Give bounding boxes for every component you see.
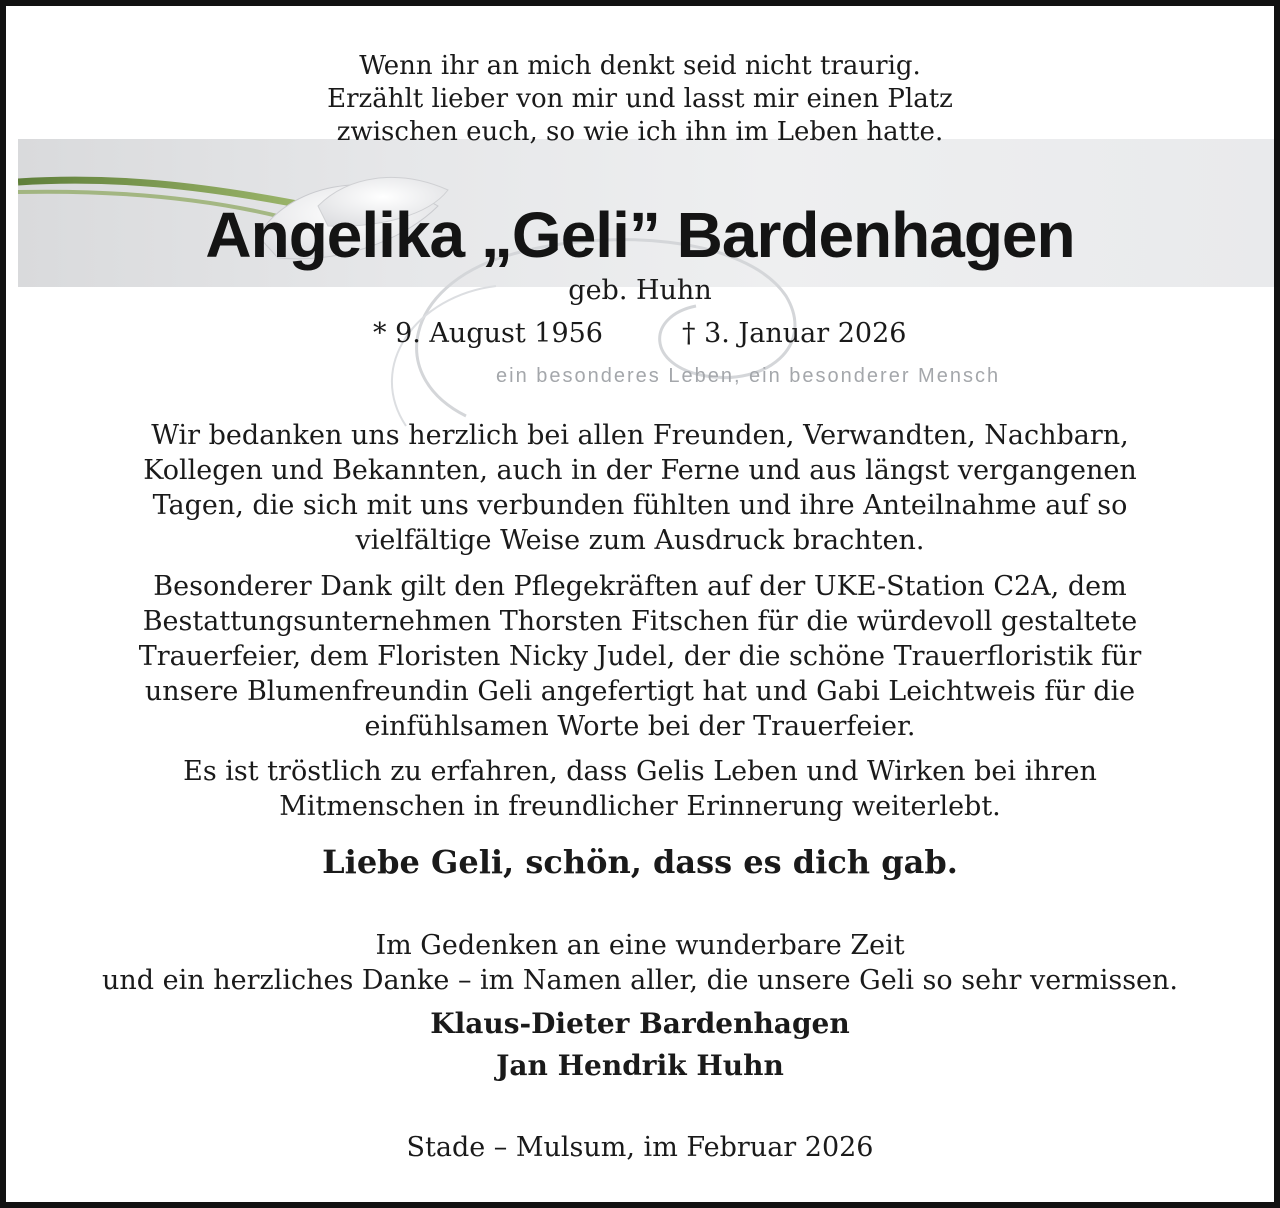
paragraph-line: Trauerfeier, dem Floristen Nicky Judel, der die schöne Trauerfloristik für bbox=[138, 641, 1142, 672]
remembrance-line: und ein herzliches Danke – im Namen aller, die unsere Geli so sehr vermissen. bbox=[101, 965, 1179, 996]
place-and-date: Stade – Mulsum, im Februar 2026 bbox=[406, 1132, 874, 1163]
paragraph-line: vielfältige Weise zum Ausdruck brachten. bbox=[355, 525, 925, 556]
remembrance-text bbox=[6, 928, 1274, 998]
paragraph-line: Kollegen und Bekannten, auch in der Ferne und aus längst vergangenen bbox=[143, 455, 1137, 486]
motto-line: ein besonderes Leben, ein besonderer Mensch bbox=[496, 365, 1001, 387]
remembrance-line: Im Gedenken an eine wunderbare Zeit bbox=[375, 930, 905, 961]
birth-date: * 9. August 1956 bbox=[373, 318, 603, 349]
signer-name: Klaus-Dieter Bardenhagen bbox=[430, 1007, 850, 1040]
signer-name: Jan Hendrik Huhn bbox=[496, 1049, 784, 1082]
poem-line: zwischen euch, so wie ich ihn im Leben hatte. bbox=[336, 117, 944, 147]
special-thanks-paragraph bbox=[6, 569, 1274, 744]
paragraph-line: Tagen, die sich mit uns verbunden fühlten und ihre Anteilnahme auf so bbox=[152, 490, 1128, 521]
paragraph-line: Es ist tröstlich zu erfahren, dass Gelis Leben und Wirken bei ihren bbox=[183, 756, 1097, 787]
paragraph-line: Wir bedanken uns herzlich bei allen Freunden, Verwandten, Nachbarn, bbox=[151, 420, 1129, 451]
birth-name: geb. Huhn bbox=[568, 275, 712, 306]
opening-poem bbox=[6, 50, 1274, 149]
closing-line: Liebe Geli, schön, dass es dich gab. bbox=[322, 843, 958, 881]
poem-line: Erzählt lieber von mir und lasst mir einen Platz bbox=[327, 84, 953, 114]
paragraph-line: einfühlsamen Worte bei der Trauerfeier. bbox=[364, 711, 916, 742]
poem-line: Wenn ihr an mich denkt seid nicht traurig. bbox=[359, 51, 921, 81]
paragraph-line: Bestattungsunternehmen Thorsten Fitschen für die würdevoll gestaltete bbox=[142, 606, 1138, 637]
thanks-paragraph bbox=[6, 418, 1274, 558]
death-date: † 3. Januar 2026 bbox=[682, 318, 907, 349]
paragraph-line: unsere Blumenfreundin Geli angefertigt hat und Gabi Leichtweis für die bbox=[144, 676, 1136, 707]
paragraph-line: Besonderer Dank gilt den Pflegekräften auf der UKE-Station C2A, dem bbox=[153, 571, 1127, 602]
paragraph-line: Mitmenschen in freundlicher Erinnerung weiterlebt. bbox=[279, 791, 1001, 822]
deceased-name: Angelika „Geli” Bardenhagen bbox=[205, 199, 1075, 271]
comfort-paragraph bbox=[6, 754, 1274, 824]
